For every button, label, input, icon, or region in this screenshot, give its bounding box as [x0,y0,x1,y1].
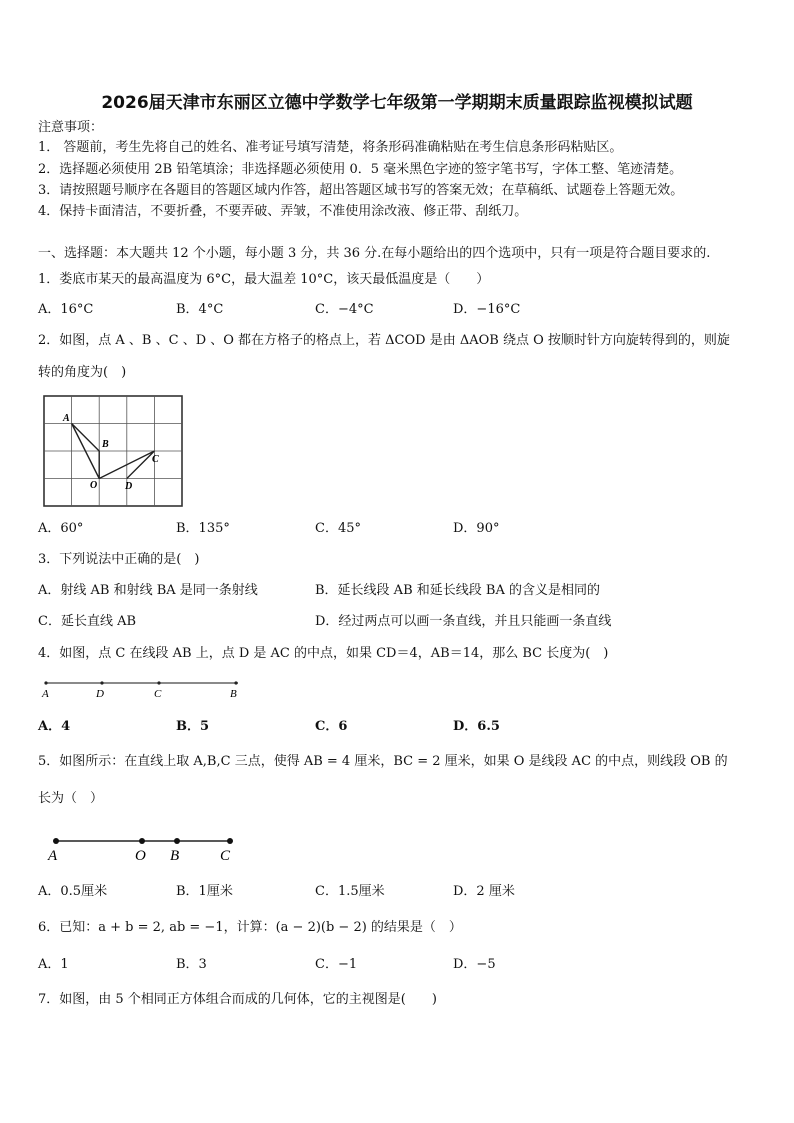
q2-label-c: C [152,454,159,465]
q5-label-o: O [135,848,146,864]
q5-label-b: B [170,848,180,864]
q3-option-c[interactable]: C．延长直线 AB [38,614,137,629]
q1-option-a[interactable]: A．16°C [38,302,94,317]
notice-heading: 注意事项： [38,120,104,135]
q4-option-d[interactable]: D．6.5 [453,719,500,734]
q6-option-d[interactable]: D．−5 [453,957,496,972]
q1-stem: 1．娄底市某天的最高温度为 6°C，最大温差 10°C，该天最低温度是（ ） [38,272,490,287]
q3-option-a[interactable]: A．射线 AB 和射线 BA 是同一条射线 [38,583,258,598]
q2-grid-figure [38,390,188,512]
q5-line-figure [40,830,250,866]
q2-label-d: D [125,481,133,492]
q6-option-c[interactable]: C．−1 [315,957,358,972]
q4-option-a[interactable]: A．4 [38,719,71,734]
q7-stem: 7．如图，由 5 个相同正方体组合而成的几何体，它的主视图是( ) [38,992,437,1007]
q4-label-b: B [230,688,237,700]
q5-stem-line-2: 长为（ ） [38,791,104,806]
q6-option-a[interactable]: A．1 [38,957,69,972]
q2-option-d[interactable]: D．90° [453,521,500,536]
q5-stem-line-1: 5．如图所示：在直线上取 A,B,C 三点，使得 AB = 4 厘米，BC = 2 厘米，如果 O 是线段 AC 的中点，则线段 OB 的 [38,754,728,769]
q2-option-b[interactable]: B．135° [176,521,230,536]
q6-option-b[interactable]: B．3 [176,957,207,972]
q5-label-a: A [48,848,58,864]
exam-title: 2026届天津市东丽区立德中学数学七年级第一学期期末质量跟踪监视模拟试题 [101,93,693,113]
q5-option-b[interactable]: B．1厘米 [176,884,233,899]
q2-label-a: A [63,413,70,424]
q3-option-d[interactable]: D．经过两点可以画一条直线，并且只能画一条直线 [315,614,612,629]
q6-stem: 6．已知：a + b = 2, ab = −1，计算：(a − 2)(b − 2) 的结果是（ ） [38,920,462,935]
q2-option-c[interactable]: C．45° [315,521,361,536]
q2-label-o: O [90,480,98,491]
q3-stem: 3．下列说法中正确的是( ) [38,552,200,567]
notice-item-2: 2．选择题必须使用 2B 铅笔填涂；非选择题必须使用 0．5 毫米黑色字迹的签字笔书写，字体工整、笔迹清楚。 [38,162,683,177]
q4-option-c[interactable]: C．6 [315,719,348,734]
q2-stem-line-1: 2．如图，点 A 、B 、C 、D 、O 都在方格子的格点上，若 ΔCOD 是由 ΔAOB 绕点 O 按顺时针方向旋转得到的，则旋 [38,333,730,348]
q1-option-d[interactable]: D．−16°C [453,302,521,317]
section-1-heading: 一、选择题：本大题共 12 个小题，每小题 3 分，共 36 分.在每小题给出的四个选项中，只有一项是符合题目要求的. [38,246,711,261]
q2-stem-line-2: 转的角度为( ) [38,365,127,380]
notice-item-4: 4．保持卡面清洁，不要折叠，不要弄破、弄皱，不准使用涂改液、修正带、刮纸刀。 [38,204,528,219]
q4-stem: 4．如图，点 C 在线段 AB 上，点 D 是 AC 的中点，如果 CD＝4，AB＝14，那么 BC 长度为( ) [38,646,609,661]
q4-label-c: C [154,688,162,700]
q5-option-a[interactable]: A．0.5厘米 [38,884,108,899]
q4-label-a: A [42,688,49,700]
q2-label-b: B [102,439,109,450]
q5-option-d[interactable]: D．2 厘米 [453,884,515,899]
notice-item-1: 1． 答题前，考生先将自己的姓名、准考证号填写清楚，将条形码准确粘贴在考生信息条形码粘贴区。 [38,140,623,155]
q4-label-d: D [96,688,104,700]
q4-option-b[interactable]: B．5 [176,719,210,734]
q4-segment-figure [38,676,248,704]
q5-option-c[interactable]: C．1.5厘米 [315,884,385,899]
notice-item-3: 3．请按照题号顺序在各题目的答题区域内作答，超出答题区域书写的答案无效；在草稿纸、试题卷上答题无效。 [38,183,684,198]
q2-option-a[interactable]: A．60° [38,521,84,536]
q1-option-c[interactable]: C．−4°C [315,302,374,317]
q5-label-c: C [220,848,231,864]
q3-option-b[interactable]: B．延长线段 AB 和延长线段 BA 的含义是相同的 [315,583,600,598]
q1-option-b[interactable]: B．4°C [176,302,224,317]
